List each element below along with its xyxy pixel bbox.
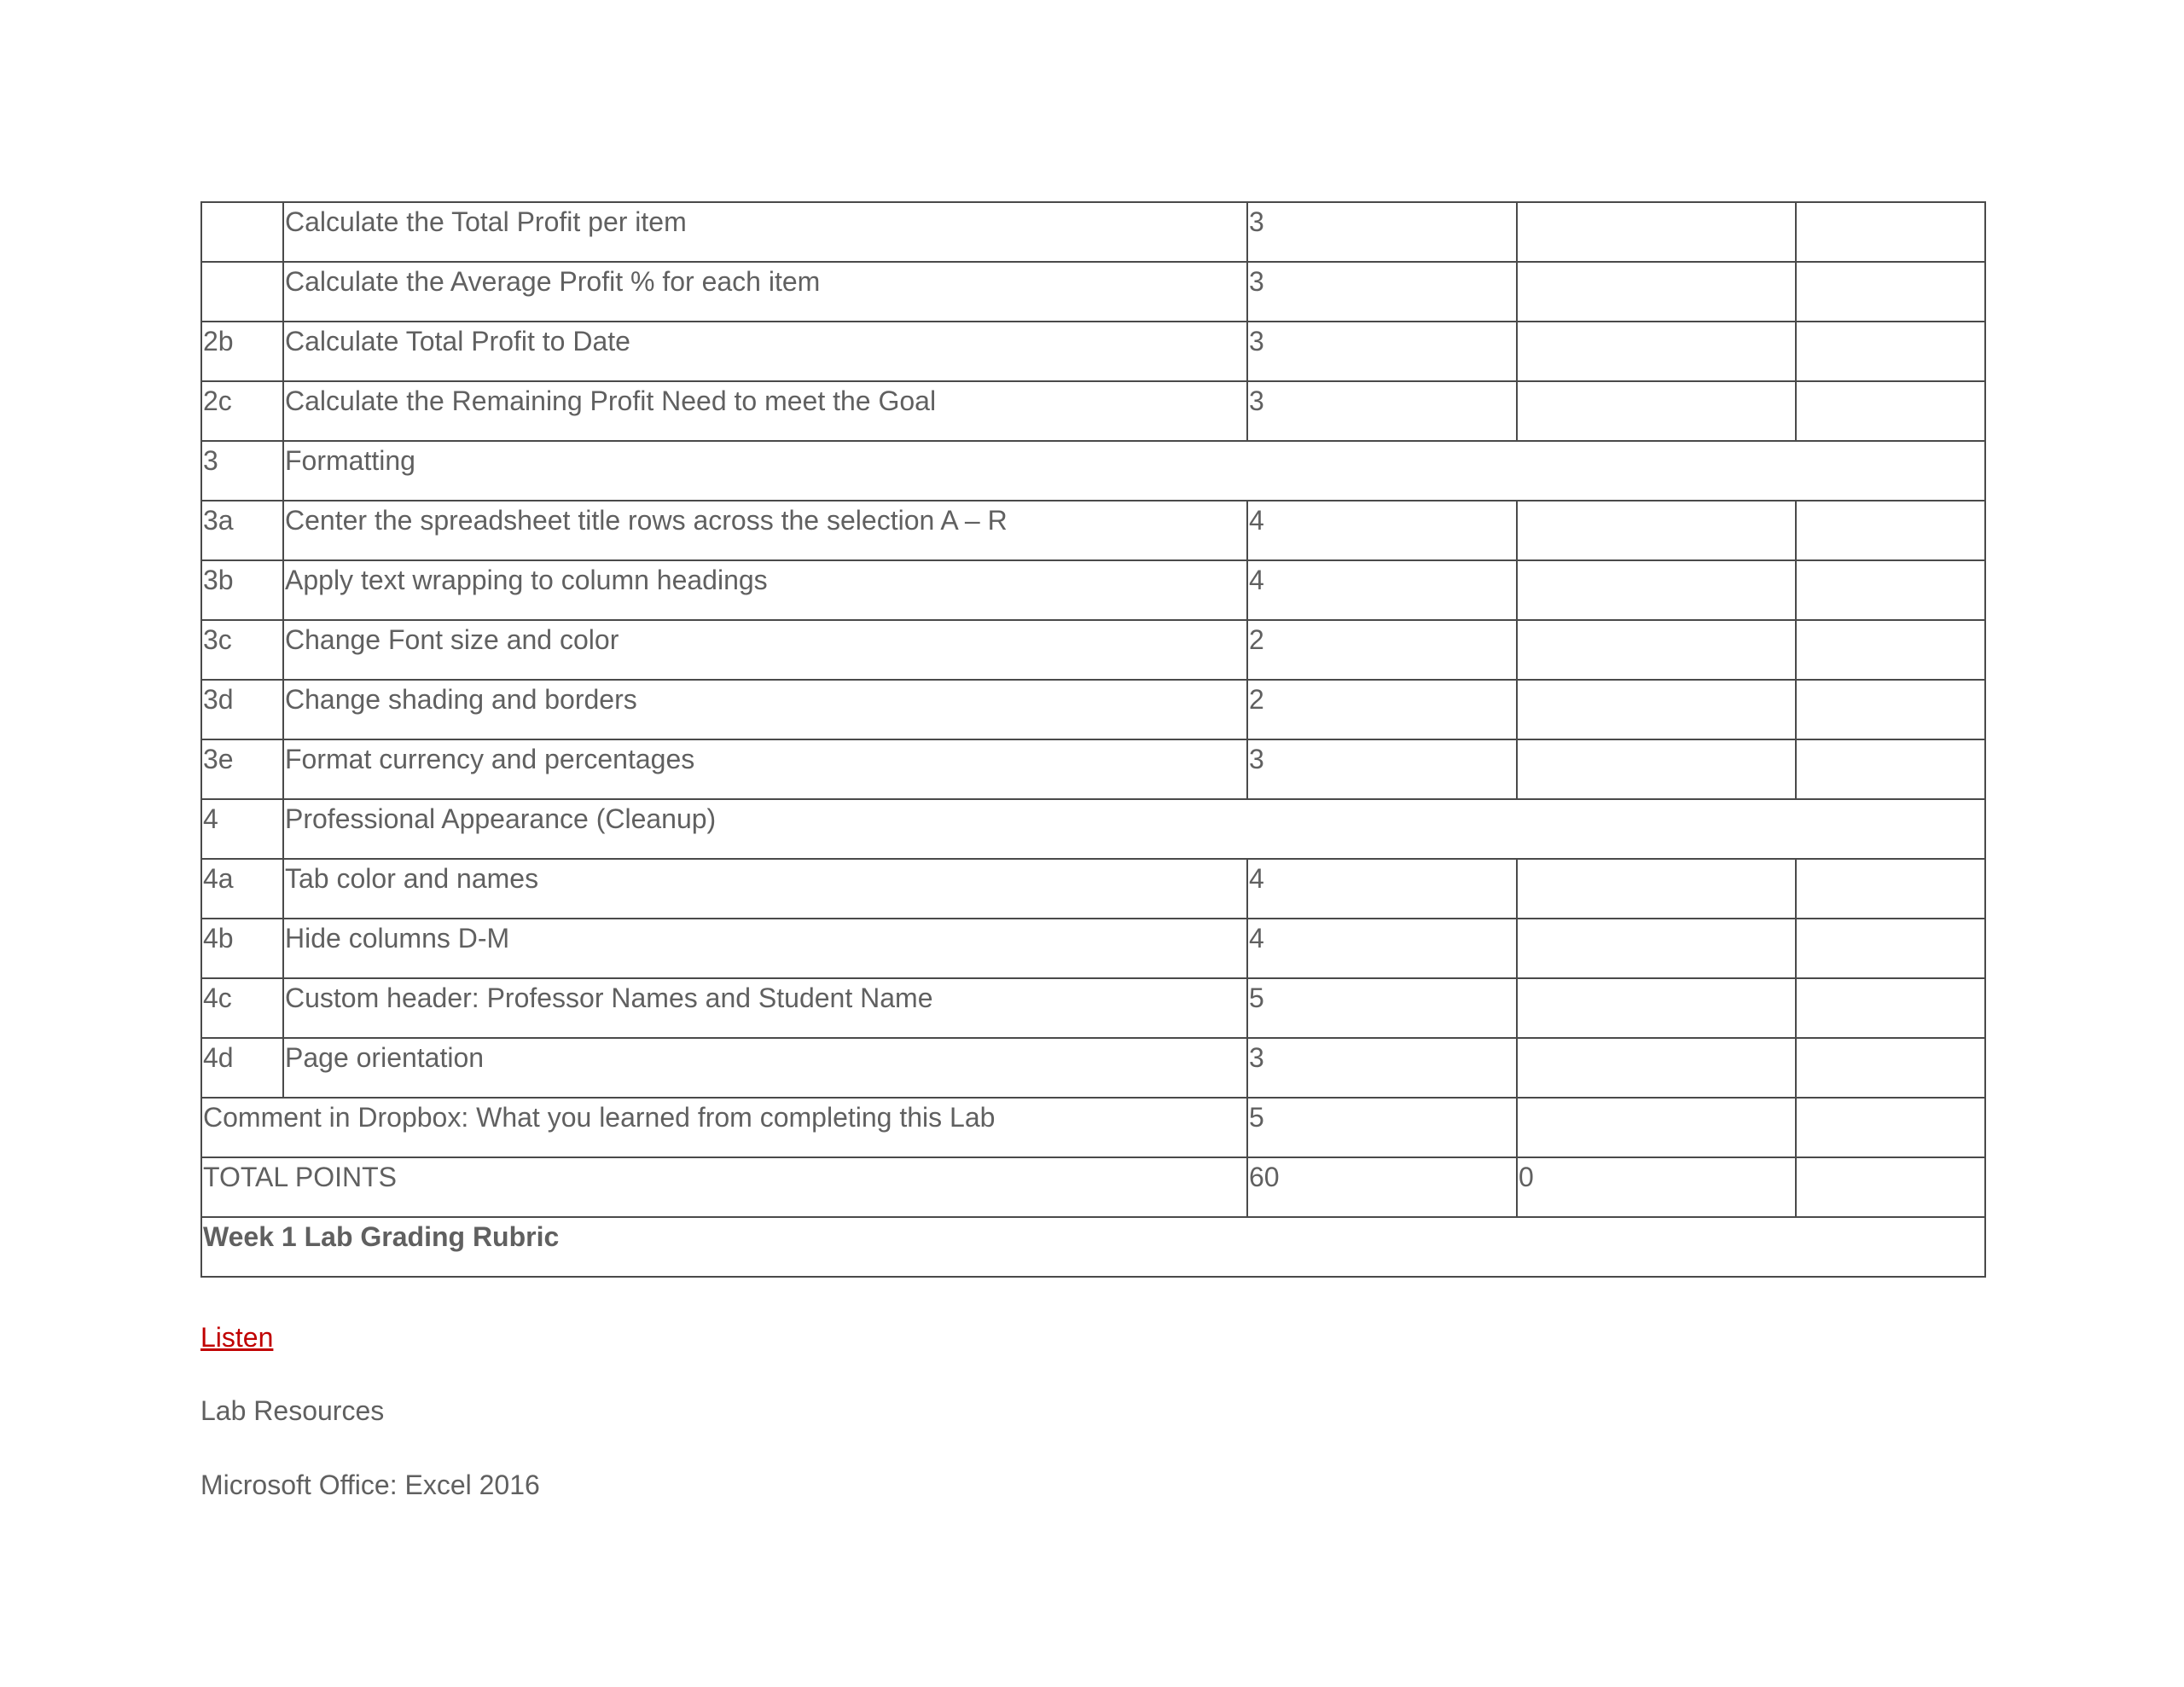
task-cell-text: Center the spreadsheet title rows across the selection A – R: [285, 505, 1008, 536]
points-cell-text: 3: [1249, 386, 1264, 416]
earned-cell-text: [1518, 639, 1519, 644]
earned-cell-text: 0: [1519, 1162, 1534, 1192]
points-cell-text: 4: [1249, 565, 1264, 595]
earned-cell: [1517, 501, 1796, 560]
earned-cell-text: [1518, 758, 1519, 763]
earned-cell: [1517, 202, 1796, 262]
item-id-cell-text: 3d: [203, 684, 234, 715]
points-cell: [1247, 262, 1517, 322]
points-cell: [1247, 1038, 1517, 1098]
points-cell: [1247, 501, 1517, 560]
points-cell: [1247, 739, 1517, 799]
earned-cell: [1517, 1098, 1796, 1157]
item-id-cell-text: 2b: [203, 326, 234, 357]
points-cell-text: 4: [1249, 863, 1264, 894]
table-row: [201, 919, 1985, 978]
table-row: [201, 202, 1985, 262]
points-cell-text: 3: [1249, 266, 1264, 297]
earned-cell-text: [1518, 221, 1519, 226]
comment-cell-text: [1797, 281, 1798, 286]
task-cell: [283, 501, 1247, 560]
earned-cell: [1517, 739, 1796, 799]
comment-cell-text: [1797, 400, 1798, 405]
points-cell: [1247, 1098, 1517, 1157]
task-cell-text: Custom header: Professor Names and Student Name: [285, 983, 933, 1013]
item-id-cell-text: 4c: [203, 983, 232, 1013]
item-id-cell: [201, 799, 283, 859]
points-cell-text: 3: [1249, 206, 1264, 237]
points-cell-text: 3: [1249, 744, 1264, 774]
earned-cell: [1517, 620, 1796, 680]
section-heading-cell-text: Formatting: [285, 445, 415, 476]
item-id-cell-text: 3: [203, 445, 218, 476]
task-cell: [283, 381, 1247, 441]
earned-cell-text: [1518, 937, 1519, 942]
item-id-cell-text: 3b: [203, 565, 234, 595]
earned-cell-text: [1518, 579, 1519, 584]
points-cell-text: 60: [1249, 1162, 1280, 1192]
comment-cell: [1796, 381, 1985, 441]
item-id-cell: [201, 978, 283, 1038]
earned-cell: [1517, 978, 1796, 1038]
item-id-cell: [201, 680, 283, 739]
earned-cell-text: [1518, 400, 1519, 405]
points-cell-text: 4: [1249, 505, 1264, 536]
earned-cell-text: [1518, 997, 1519, 1002]
table-row: [201, 978, 1985, 1038]
item-id-cell-text: 3a: [203, 505, 234, 536]
task-cell: [283, 978, 1247, 1038]
task-cell: [283, 1038, 1247, 1098]
software-text: Microsoft Office: Excel 2016: [200, 1470, 540, 1500]
comment-cell: [1796, 978, 1985, 1038]
item-id-cell-text: 4: [203, 803, 218, 834]
table-row: [201, 1038, 1985, 1098]
item-id-cell-text: [202, 221, 203, 226]
earned-cell: [1517, 262, 1796, 322]
task-cell-text: Calculate the Total Profit per item: [285, 206, 687, 237]
section-heading-cell: [283, 441, 1985, 501]
earned-cell: [1517, 859, 1796, 919]
comment-cell: [1796, 1157, 1985, 1217]
comment-cell-text: [1797, 997, 1798, 1002]
earned-cell-text: [1518, 340, 1519, 345]
earned-cell: [1517, 919, 1796, 978]
grading-rubric-table: [200, 201, 1986, 1278]
item-id-cell-text: 3c: [203, 624, 232, 655]
earned-cell: [1517, 322, 1796, 381]
table-row: [201, 262, 1985, 322]
points-cell: [1247, 859, 1517, 919]
task-cell-text: Hide columns D-M: [285, 923, 510, 954]
table-row: [201, 680, 1985, 739]
comment-cell-text: [1797, 639, 1798, 644]
table-row: [201, 322, 1985, 381]
listen-link[interactable]: Listen: [200, 1322, 274, 1353]
task-cell-text: Calculate the Average Profit % for each item: [285, 266, 821, 297]
comment-cell: [1796, 262, 1985, 322]
rubric-title-cell: [201, 1217, 1985, 1277]
comment-cell-text: [1797, 221, 1798, 226]
earned-cell: [1517, 1157, 1796, 1217]
task-cell: [283, 202, 1247, 262]
comment-cell-text: [1797, 579, 1798, 584]
comment-cell-text: [1797, 878, 1798, 883]
table-row: [201, 1217, 1985, 1277]
item-id-cell-text: 2c: [203, 386, 232, 416]
comment-cell-text: [1797, 519, 1798, 525]
item-id-cell: [201, 262, 283, 322]
task-cell: [283, 919, 1247, 978]
comment-cell: [1796, 501, 1985, 560]
task-cell-text: Comment in Dropbox: What you learned from completing this Lab: [203, 1102, 996, 1133]
comment-cell: [1796, 859, 1985, 919]
item-id-cell-text: 3e: [203, 744, 234, 774]
item-id-cell: [201, 859, 283, 919]
comment-cell: [1796, 322, 1985, 381]
earned-cell-text: [1518, 281, 1519, 286]
task-cell-text: Change Font size and color: [285, 624, 619, 655]
item-id-cell-text: 4b: [203, 923, 234, 954]
task-cell: [283, 620, 1247, 680]
table-row: [201, 739, 1985, 799]
task-cell: [201, 1098, 1247, 1157]
points-cell-text: 3: [1249, 326, 1264, 357]
earned-cell: [1517, 560, 1796, 620]
item-id-cell: [201, 381, 283, 441]
earned-cell: [1517, 381, 1796, 441]
rubric-title-cell-text: Week 1 Lab Grading Rubric: [203, 1221, 560, 1252]
table-row: [201, 501, 1985, 560]
task-cell: [283, 859, 1247, 919]
task-cell: [283, 262, 1247, 322]
points-cell: [1247, 1157, 1517, 1217]
points-cell-text: 5: [1249, 983, 1264, 1013]
comment-cell: [1796, 680, 1985, 739]
comment-cell-text: [1797, 340, 1798, 345]
item-id-cell: [201, 919, 283, 978]
task-cell: [283, 322, 1247, 381]
comment-cell: [1796, 620, 1985, 680]
table-row: [201, 441, 1985, 501]
task-cell-text: Page orientation: [285, 1042, 485, 1073]
comment-cell: [1796, 1098, 1985, 1157]
points-cell-text: 3: [1249, 1042, 1264, 1073]
item-id-cell: [201, 202, 283, 262]
earned-cell: [1517, 680, 1796, 739]
item-id-cell: [201, 1038, 283, 1098]
item-id-cell: [201, 441, 283, 501]
table-row: [201, 620, 1985, 680]
task-cell: [201, 1157, 1247, 1217]
earned-cell-text: [1518, 878, 1519, 883]
task-cell-text: Change shading and borders: [285, 684, 637, 715]
points-cell-text: 4: [1249, 923, 1264, 954]
comment-cell: [1796, 560, 1985, 620]
table-row: [201, 859, 1985, 919]
earned-cell: [1517, 1038, 1796, 1098]
section-heading-cell-text: Professional Appearance (Cleanup): [285, 803, 717, 834]
points-cell-text: 2: [1249, 624, 1264, 655]
task-cell: [283, 560, 1247, 620]
points-cell: [1247, 202, 1517, 262]
earned-cell-text: [1518, 699, 1519, 704]
item-id-cell: [201, 501, 283, 560]
comment-cell: [1796, 739, 1985, 799]
earned-cell-text: [1518, 1057, 1519, 1062]
item-id-cell: [201, 620, 283, 680]
comment-cell-text: [1797, 1116, 1798, 1122]
comment-cell: [1796, 202, 1985, 262]
task-cell-text: Calculate the Remaining Profit Need to meet the Goal: [285, 386, 937, 416]
points-cell-text: 5: [1249, 1102, 1264, 1133]
table-row: [201, 1157, 1985, 1217]
task-cell-text: Apply text wrapping to column headings: [285, 565, 768, 595]
lab-resources-text: Lab Resources: [200, 1395, 385, 1426]
item-id-cell: [201, 739, 283, 799]
points-cell: [1247, 620, 1517, 680]
table-row: [201, 1098, 1985, 1157]
table-row: [201, 381, 1985, 441]
item-id-cell: [201, 322, 283, 381]
task-cell-text: TOTAL POINTS: [203, 1162, 397, 1192]
task-cell-text: Format currency and percentages: [285, 744, 695, 774]
comment-cell: [1796, 1038, 1985, 1098]
comment-cell-text: [1797, 699, 1798, 704]
points-cell: [1247, 322, 1517, 381]
comment-cell-text: [1797, 758, 1798, 763]
comment-cell-text: [1797, 937, 1798, 942]
task-cell: [283, 680, 1247, 739]
item-id-cell-text: [202, 281, 203, 286]
item-id-cell: [201, 560, 283, 620]
task-cell: [283, 739, 1247, 799]
table-row: [201, 560, 1985, 620]
earned-cell-text: [1518, 519, 1519, 525]
item-id-cell-text: 4a: [203, 863, 234, 894]
comment-cell-text: [1797, 1057, 1798, 1062]
points-cell: [1247, 381, 1517, 441]
task-cell-text: Tab color and names: [285, 863, 539, 894]
comment-cell: [1796, 919, 1985, 978]
points-cell: [1247, 560, 1517, 620]
points-cell: [1247, 978, 1517, 1038]
points-cell: [1247, 680, 1517, 739]
points-cell-text: 2: [1249, 684, 1264, 715]
comment-cell-text: [1797, 1176, 1798, 1181]
points-cell: [1247, 919, 1517, 978]
section-heading-cell: [283, 799, 1985, 859]
earned-cell-text: [1518, 1116, 1519, 1122]
item-id-cell-text: 4d: [203, 1042, 234, 1073]
task-cell-text: Calculate Total Profit to Date: [285, 326, 630, 357]
table-row: [201, 799, 1985, 859]
